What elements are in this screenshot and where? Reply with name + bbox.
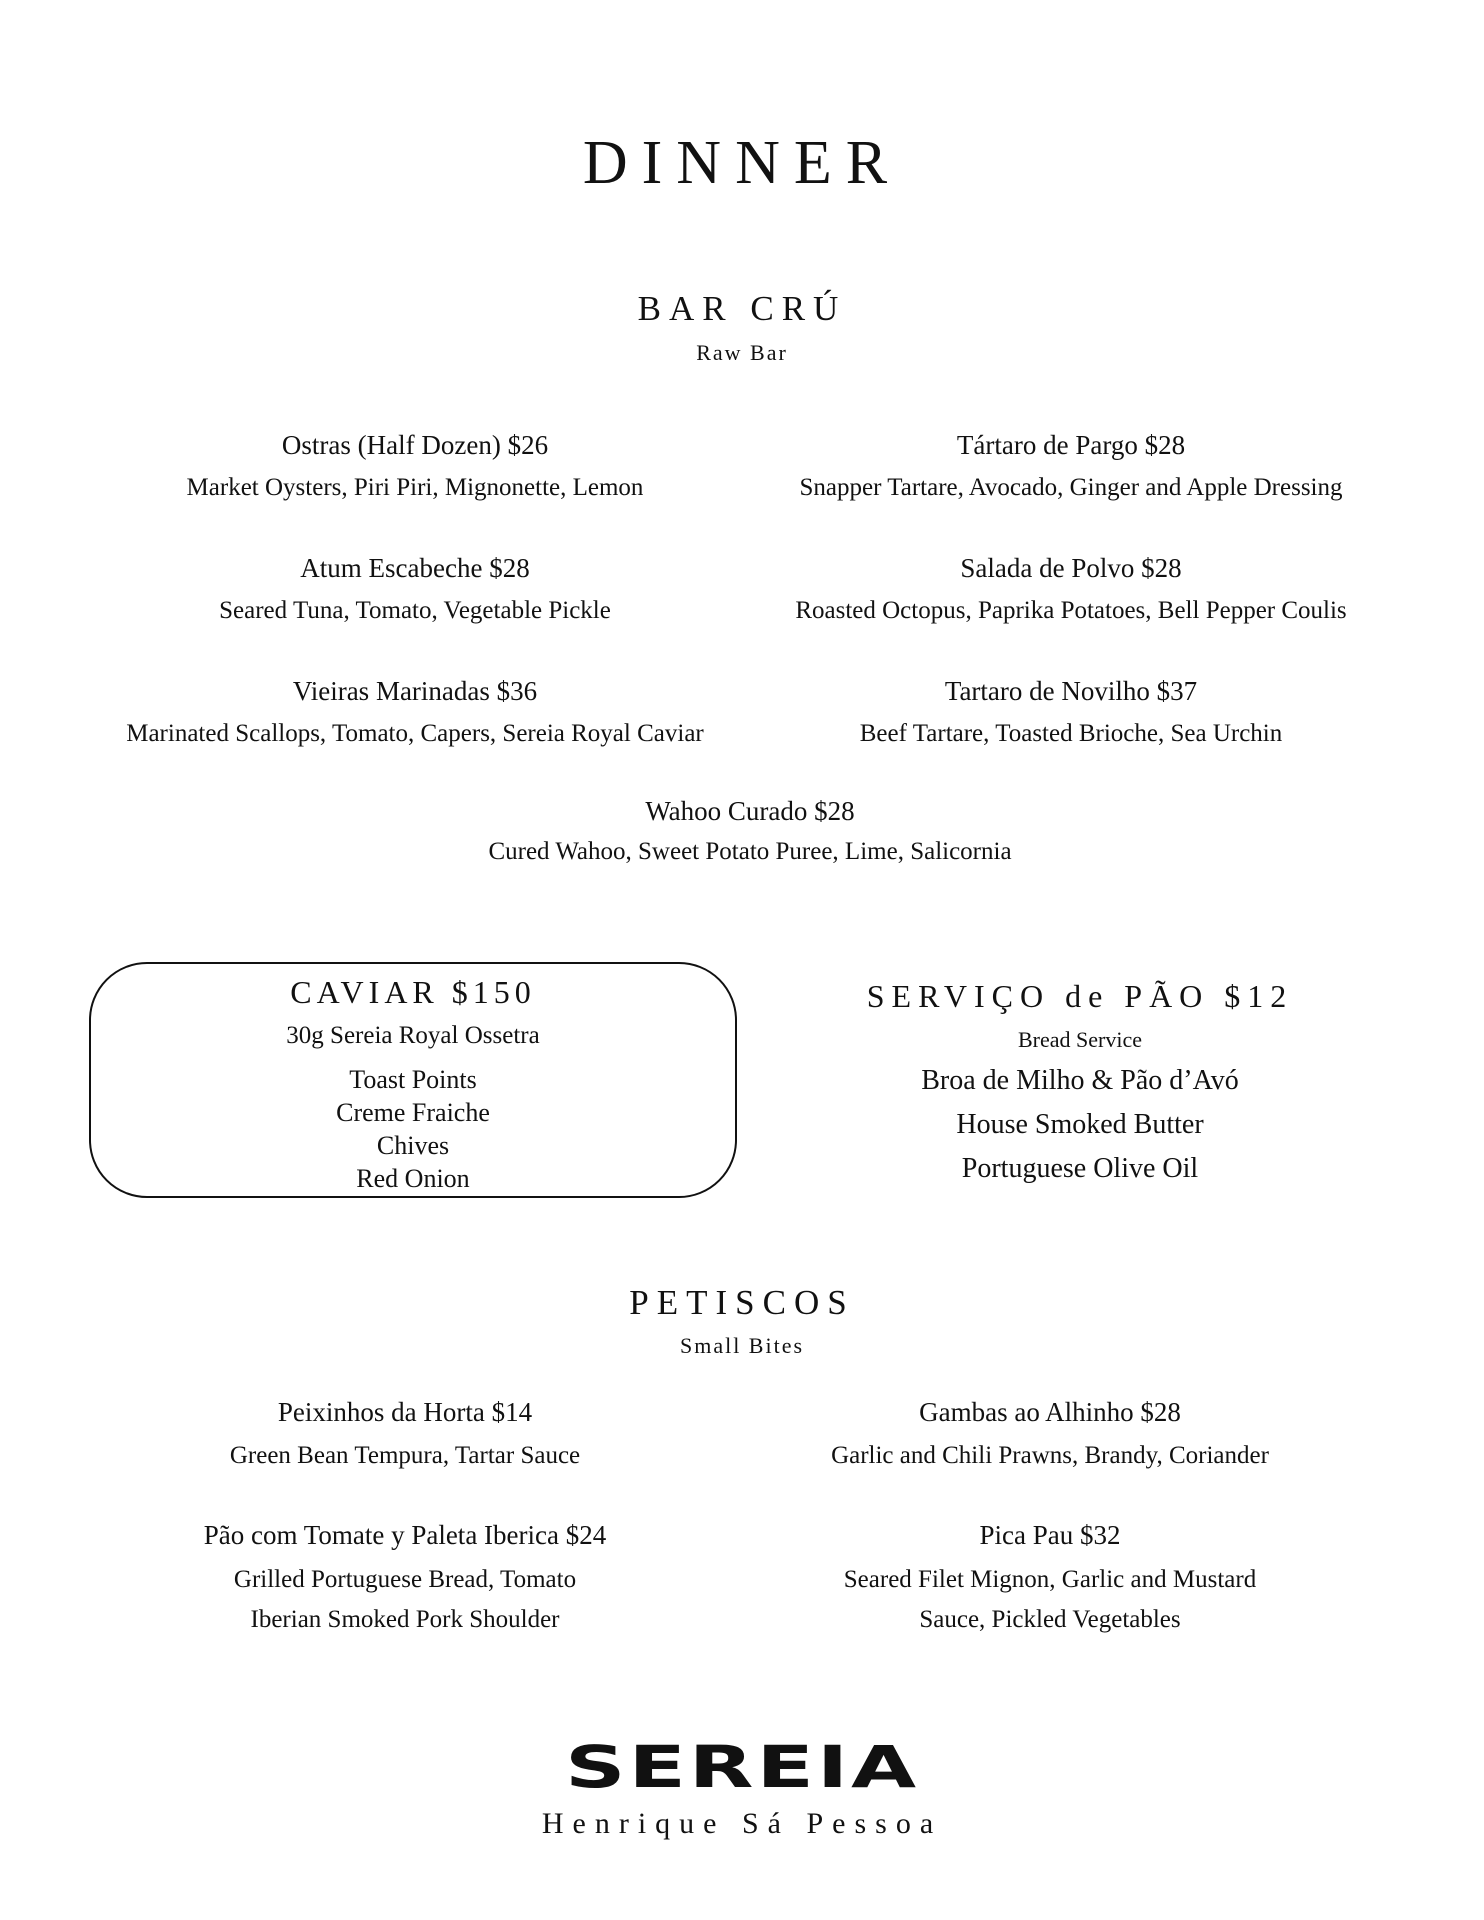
menu-item-description: Iberian Smoked Pork Shoulder (250, 1606, 560, 1633)
bar-cru-subtitle: Raw Bar (696, 340, 788, 365)
chef-name: Henrique Sá Pessoa (541, 1807, 943, 1840)
menu-item-description: Garlic and Chili Prawns, Brandy, Coriander (831, 1442, 1269, 1469)
menu-item-name: Vieiras Marinadas $36 (292, 676, 538, 706)
list-item: Creme Fraiche (336, 1098, 490, 1127)
menu-item-description: Seared Tuna, Tomato, Vegetable Pickle (219, 597, 611, 624)
menu-item-name: Tártaro de Pargo $28 (956, 430, 1186, 460)
list-item: House Smoked Butter (956, 1109, 1204, 1140)
sereia-logo: SEREIA (564, 1733, 920, 1801)
petiscos-subtitle: Small Bites (679, 1333, 805, 1358)
list-item: Broa de Milho & Pão d’Avó (921, 1065, 1239, 1096)
menu-item-description: Sauce, Pickled Vegetables (919, 1606, 1181, 1633)
page-title: DINNER (582, 129, 902, 197)
bar-cru-heading: BAR CRÚ (637, 289, 847, 328)
menu-item-name: Pica Pau $32 (979, 1520, 1121, 1550)
menu-item-description: Green Bean Tempura, Tartar Sauce (229, 1442, 581, 1469)
menu-item-description: Roasted Octopus, Paprika Potatoes, Bell Pepper Coulis (795, 597, 1347, 624)
list-item: Chives (376, 1131, 450, 1160)
caviar-subtitle: 30g Sereia Royal Ossetra (286, 1022, 540, 1049)
menu-item-name: Tartaro de Novilho $37 (944, 676, 1198, 706)
menu-item-name: Pão com Tomate y Paleta Iberica $24 (203, 1520, 607, 1550)
bread-service-subtitle: Bread Service (1018, 1027, 1142, 1052)
caviar-accompaniments (89, 1063, 737, 1195)
menu-item-description: Seared Filet Mignon, Garlic and Mustard (843, 1566, 1257, 1593)
menu-item-description: Beef Tartare, Toasted Brioche, Sea Urchin (859, 720, 1283, 747)
menu-item-name: Wahoo Curado $28 (645, 796, 855, 826)
bread-service-items (770, 1059, 1390, 1191)
menu-item-description: Grilled Portuguese Bread, Tomato (233, 1566, 577, 1593)
list-item: Toast Points (349, 1065, 477, 1094)
bread-service-heading: SERVIÇO de PÃO $12 (866, 978, 1294, 1014)
petiscos-heading: PETISCOS (629, 1283, 855, 1322)
menu-item-name: Ostras (Half Dozen) $26 (281, 430, 549, 460)
menu-item-description: Snapper Tartare, Avocado, Ginger and Apple Dressing (799, 474, 1343, 501)
menu-item-name: Gambas ao Alhinho $28 (919, 1397, 1181, 1427)
menu-item-description: Market Oysters, Piri Piri, Mignonette, Lemon (186, 474, 644, 501)
menu-item-description: Marinated Scallops, Tomato, Capers, Sereia Royal Caviar (126, 720, 704, 747)
caviar-heading: CAVIAR $150 (290, 974, 536, 1010)
menu-item-name: Salada de Polvo $28 (960, 553, 1182, 583)
menu-item-description: Cured Wahoo, Sweet Potato Puree, Lime, Salicornia (488, 838, 1012, 865)
menu-item-name: Peixinhos da Horta $14 (277, 1397, 533, 1427)
menu-item-name: Atum Escabeche $28 (300, 553, 530, 583)
list-item: Red Onion (356, 1164, 470, 1193)
list-item: Portuguese Olive Oil (961, 1153, 1199, 1184)
